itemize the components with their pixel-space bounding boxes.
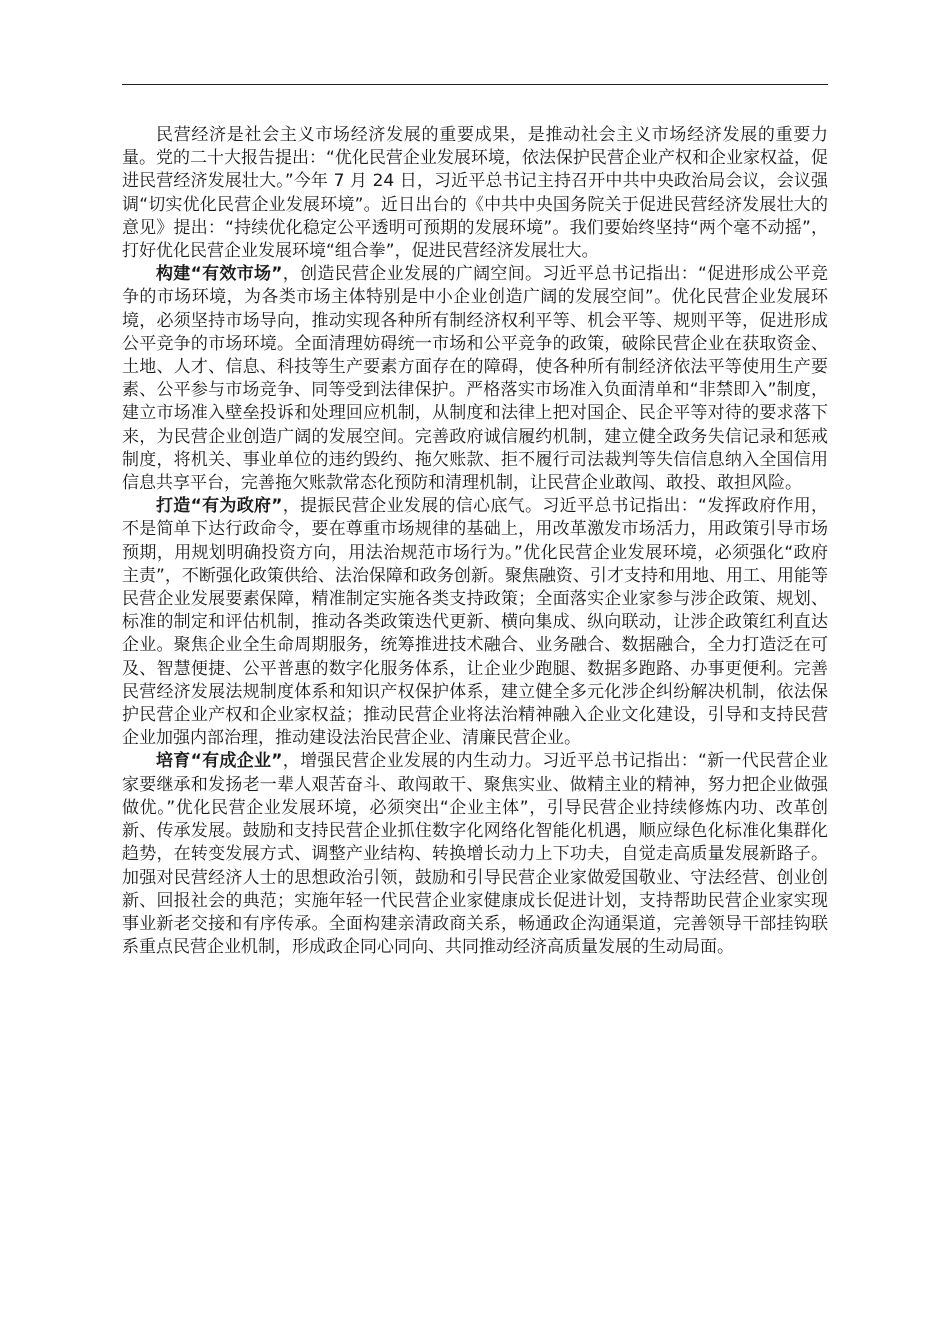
article-body [122, 124, 828, 959]
header-rule [122, 84, 828, 85]
paragraph-intro [122, 124, 828, 263]
paragraph-successful-enterprise [122, 750, 828, 959]
paragraph-text: ，提振民营企业发展的信心底气。习近平总书记指出：“发挥政府作用，不是简单下达行政命令，要在尊重市场规律的基础上，用改革激发市场活力，用政策引导市场预期，用规划明确投资方向，用法治规范市场行为。”优化民营企业发展环境，必须强化“政府主责”，不断强化政策供给、法治保障和政务创新。聚焦融资、引才支持和用地、用工、用能等民营企业发展要素保障，精准制定实施各类支持政策；全面落实企业家参与涉企政策、规划、标准的制定和评估机制，推动各类政策迭代更新、横向集成、纵向联动，让涉企政策红利直达企业。聚焦企业全生命周期服务，统筹推进技术融合、业务融合、数据融合，全力打造泛在可及、智慧便捷、公平普惠的数字化服务体系，让企业少跑腿、数据多跑路、办事更便利。完善民营经济发展法规制度体系和知识产权保护体系，建立健全多元化涉企纠纷解决机制，依法保护民营企业产权和企业家权益；推动民营企业将法治精神融入企业文化建设，引导和支持民营企业加强内部治理，推动建设法治民营企业、清廉民营企业。 [122, 496, 828, 749]
paragraph-lead: 打造“有为政府” [156, 496, 283, 517]
paragraph-text: ，增强民营企业发展的内生动力。习近平总书记指出：“新一代民营企业家要继承和发扬老一辈人艰苦奋斗、敢闯敢干、聚焦实业、做精主业的精神，努力把企业做强做优。”优化民营企业发展环境，必须突出“企业主体”，引导民营企业持续修炼内功、改革创新、传承发展。鼓励和支持民营企业抓住数字化网络化智能化机遇，顺应绿色化标准化集群化趋势，在转变发展方式、调整产业结构、转换增长动力上下功夫，自觉走高质量发展新路子。加强对民营经济人士的思想政治引领，鼓励和引导民营企业家做爱国敬业、守法经营、创业创新、回报社会的典范；实施年轻一代民营企业家健康成长促进计划，支持帮助民营企业家实现事业新老交接和有序传承。全面构建亲清政商关系，畅通政企沟通渠道，完善领导干部挂钩联系重点民营企业机制，形成政企同心同向、共同推动经济高质量发展的生动局面。 [122, 751, 828, 958]
paragraph-text: ，创造民营企业发展的广阔空间。习近平总书记指出：“促进形成公平竞争的市场环境，为各类市场主体特别是中小企业创造广阔的发展空间”。优化民营企业发展环境，必须坚持市场导向，推动实现各种所有制经济权利平等、机会平等、规则平等，促进形成公平竞争的市场环境。全面清理妨碍统一市场和公平竞争的政策，破除民营企业在获取资金、土地、人才、信息、科技等生产要素方面存在的障碍，使各种所有制经济依法平等使用生产要素、公平参与市场竞争、同等受到法律保护。严格落实市场准入负面清单和“非禁即入”制度，建立市场准入壁垒投诉和处理回应机制，从制度和法律上把对国企、民企平等对待的要求落下来，为民营企业创造广阔的发展空间。完善政府诚信履约机制，建立健全政务失信记录和惩戒制度，将机关、事业单位的违约毁约、拖欠账款、拒不履行司法裁判等失信信息纳入全国信用信息共享平台，完善拖欠账款常态化预防和清理机制，让民营企业敢闯、敢投、敢担风险。 [122, 264, 828, 494]
paragraph-lead: 培育“有成企业” [156, 751, 283, 772]
paragraph-capable-government [122, 495, 828, 750]
paragraph-effective-market [122, 263, 828, 495]
paragraph-text: 民营经济是社会主义市场经济发展的重要成果，是推动社会主义市场经济发展的重要力量。党的二十大报告提出：“优化民营企业发展环境，依法保护民营企业产权和企业家权益，促进民营经济发展壮大。”今年 7 月 24 日，习近平总书记主持召开中共中央政治局会议，会议强调“切实优化民营企业发展环境”。近日出台的《中共中央国务院关于促进民营经济发展壮大的意见》提出：“持续优化稳定公平透明可预期的发展环境”。我们要始终坚持“两个毫不动摇”，打好优化民营企业发展环境“组合拳”，促进民营经济发展壮大。 [122, 125, 828, 262]
paragraph-lead: 构建“有效市场” [156, 264, 283, 285]
